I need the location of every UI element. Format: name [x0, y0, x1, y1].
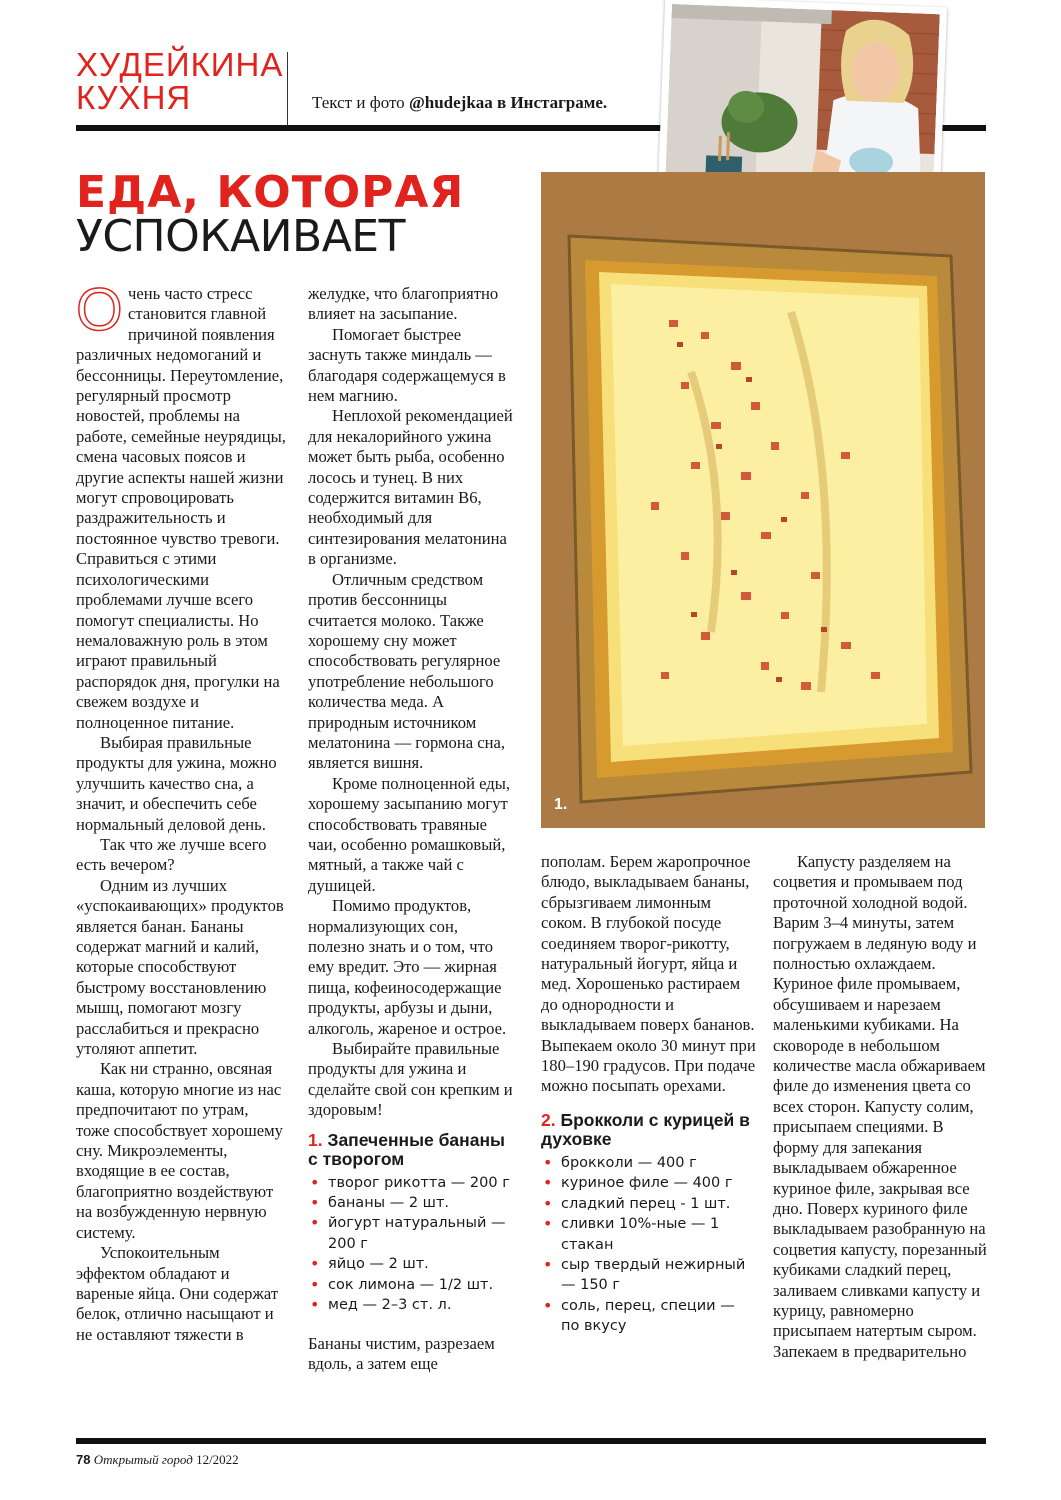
- text-column-4: [773, 852, 988, 1362]
- recipe-2-ingredients: [541, 1153, 756, 1337]
- ingredient-item: • сок лимона — 1/2 шт.: [308, 1275, 518, 1295]
- article-title-line-2: УСПОКАИВАЕТ: [76, 211, 405, 262]
- article-title-line-1: ЕДА, КОТОРАЯ: [76, 167, 465, 218]
- ingredient-item: • творог рикотта — 200 г: [308, 1173, 518, 1193]
- paragraph: пополам. Берем жаропрочное блюдо, выкладываем бананы, сбрызгиваем лимонным соком. В глубокой посуде соединяем творог-рикотту, натуральный йогурт, яйца и мед. Хорошенько растираем до однородности и выкладываем поверх бананов. Выпекаем около 30 минут при 180–190 градусов. При подаче можно посыпать орехами.: [541, 852, 756, 1096]
- paragraph: желудке, что благоприятно влияет на засыпание.: [308, 284, 499, 324]
- paragraph: Неплохой рекомендацией для некалорийного ужина может быть рыба, особенно лосось и тунец. В них содержится витамин B6, необходимый для синтезирования мелатонина в организме.: [308, 406, 513, 569]
- paragraph: Отличным средством против бессонницы считается молоко. Также хорошему сну может способствовать регулярное употребление небольшого количества меда. А природным источником мелатонина — гормона сна, является вишня.: [308, 569, 505, 773]
- drop-cap: О: [76, 276, 123, 343]
- recipe-2-title: [541, 1111, 756, 1149]
- paragraph: Успокоительным эффектом обладают и вареные яйца. Они содержат белок, отлично насыщают и не оставляют тяжести в: [76, 1243, 279, 1344]
- text-column-1: [76, 276, 286, 1345]
- recipe-2-number: 2.: [541, 1109, 556, 1130]
- ingredient-item: • брокколи — 400 г: [541, 1153, 756, 1173]
- paragraph: Одним из лучших «успокаивающих» продуктов является банан. Бананы содержат магний и калий, которые способствуют быстрому восстановлению мышц, помогают мозгу расслабиться и прекрасно утоляют аппетит.: [76, 875, 284, 1059]
- ingredient-item: • йогурт натуральный — 200 г: [308, 1213, 518, 1254]
- paragraph: Выбирая правильные продукты для ужина, можно улучшить качество сна, а значит, и обеспечить себе нормальный деловой день.: [76, 732, 277, 834]
- header-divider: [287, 52, 288, 126]
- credit-handle: @hudejkaa в Инстаграме.: [408, 93, 608, 112]
- casserole-photo: [541, 172, 985, 828]
- ingredient-item: • сыр твердый нежирный — 150 г: [541, 1255, 756, 1296]
- paragraph: Кроме полноценной еды, хорошему засыпанию могут способствовать травяные чаи, особенно ромашковый, мятный, а также чай с душицей.: [308, 773, 510, 895]
- paragraph: Капусту разделяем на соцветия и промываем под проточной холодной водой. Варим 3–4 минуты, затем погружаем в ледяную воду и полностью охлаждаем. Куриное филе промываем, обсушиваем и нарезаем маленькими кубиками. На сковороде в небольшом количестве масла обжариваем филе до изменения цвета со всех сторон. Капусту солим, присыпаем специями. В форму для запекания выкладываем обжаренное куриное филе, закрывая все дно. Поверх куриного филе выкладываем разобранную на соцветия капусту, порезанный кубиками сладкий перец, заливаем сливками капусту и курицу, равномерно присыпаем натертым сыром. Запекаем в предварительно: [773, 852, 987, 1361]
- magazine-name: Открытый город: [90, 1452, 193, 1467]
- paragraph: Выбирайте правильные продукты для ужина и сделайте свой сон крепким и здоровым!: [308, 1039, 513, 1120]
- paragraph: Как ни странно, овсяная каша, которую многие из нас предпочитают по утрам, тоже способствует хорошему сну. Микроэлементы, входящие в ее состав, благоприятно воздействуют на возбужденную нервную систему.: [76, 1059, 283, 1242]
- ingredient-item: • соль, перец, специи — по вкусу: [541, 1296, 756, 1337]
- issue-number: 12/2022: [192, 1452, 239, 1467]
- ingredient-item: • яйцо — 2 шт.: [308, 1254, 518, 1274]
- recipe-1-number: 1.: [308, 1129, 323, 1150]
- recipe-2-name: Брокколи с курицей в духовке: [541, 1109, 750, 1149]
- rubric-title: [76, 48, 286, 114]
- lead-text: чень часто стресс становится главной причиной появления различных недомоганий и бессонницы. Переутомление, регулярный просмотр новостей, проблемы на работе, семейные неурядицы, смена часовых поясов и другие аспекты нашей жизни могут спровоцировать раздражительность и постоянное чувство тревоги. Справиться с этими психологическими проблемами лучше всего помогут специалисты. Но немаловажную роль в этом играют правильный распорядок дня, прогулки на свежем воздухе и полноценное питание.: [76, 284, 286, 732]
- author-credit: [312, 93, 607, 113]
- text-column-3: [541, 852, 756, 1337]
- rubric-line-2: КУХНЯ: [76, 79, 192, 116]
- ingredient-item: • куриное филе — 400 г: [541, 1173, 756, 1193]
- photo-number: 1.: [554, 796, 568, 813]
- bottom-rule: [76, 1438, 986, 1444]
- paragraph: Так что же лучше всего есть вечером?: [76, 834, 267, 875]
- lead-paragraph: [76, 276, 286, 733]
- page-footer: [76, 1452, 239, 1468]
- recipe-1-title: [308, 1131, 518, 1169]
- ingredient-item: • сливки 10%-ные — 1 стакан: [541, 1214, 756, 1255]
- ingredient-item: • мед — 2–3 ст. л.: [308, 1295, 518, 1315]
- recipe-1-ingredients: [308, 1173, 518, 1316]
- recipe-1-method-start: Бананы чистим, разрезаем вдоль, а затем еще: [308, 1333, 495, 1373]
- credit-prefix: Текст и фото: [312, 93, 409, 112]
- recipe-1-name: Запеченные бананы с творогом: [308, 1129, 505, 1169]
- paragraph: Помимо продуктов, нормализующих сон, полезно знать и о том, что ему вредит. Это — жирная пища, кофеиносодержащие продукты, арбузы и дыни, алкоголь, жареное и острое.: [308, 896, 507, 1038]
- page-number: 78: [76, 1452, 91, 1467]
- rubric-line-1: ХУДЕЙКИНА: [76, 46, 284, 83]
- text-column-2: [308, 284, 518, 1374]
- paragraph: Помогает быстрее заснуть также миндаль — благодаря содержащемуся в нем магнию.: [308, 324, 506, 406]
- ingredient-item: • сладкий перец - 1 шт.: [541, 1194, 756, 1214]
- ingredient-item: • бананы — 2 шт.: [308, 1193, 518, 1213]
